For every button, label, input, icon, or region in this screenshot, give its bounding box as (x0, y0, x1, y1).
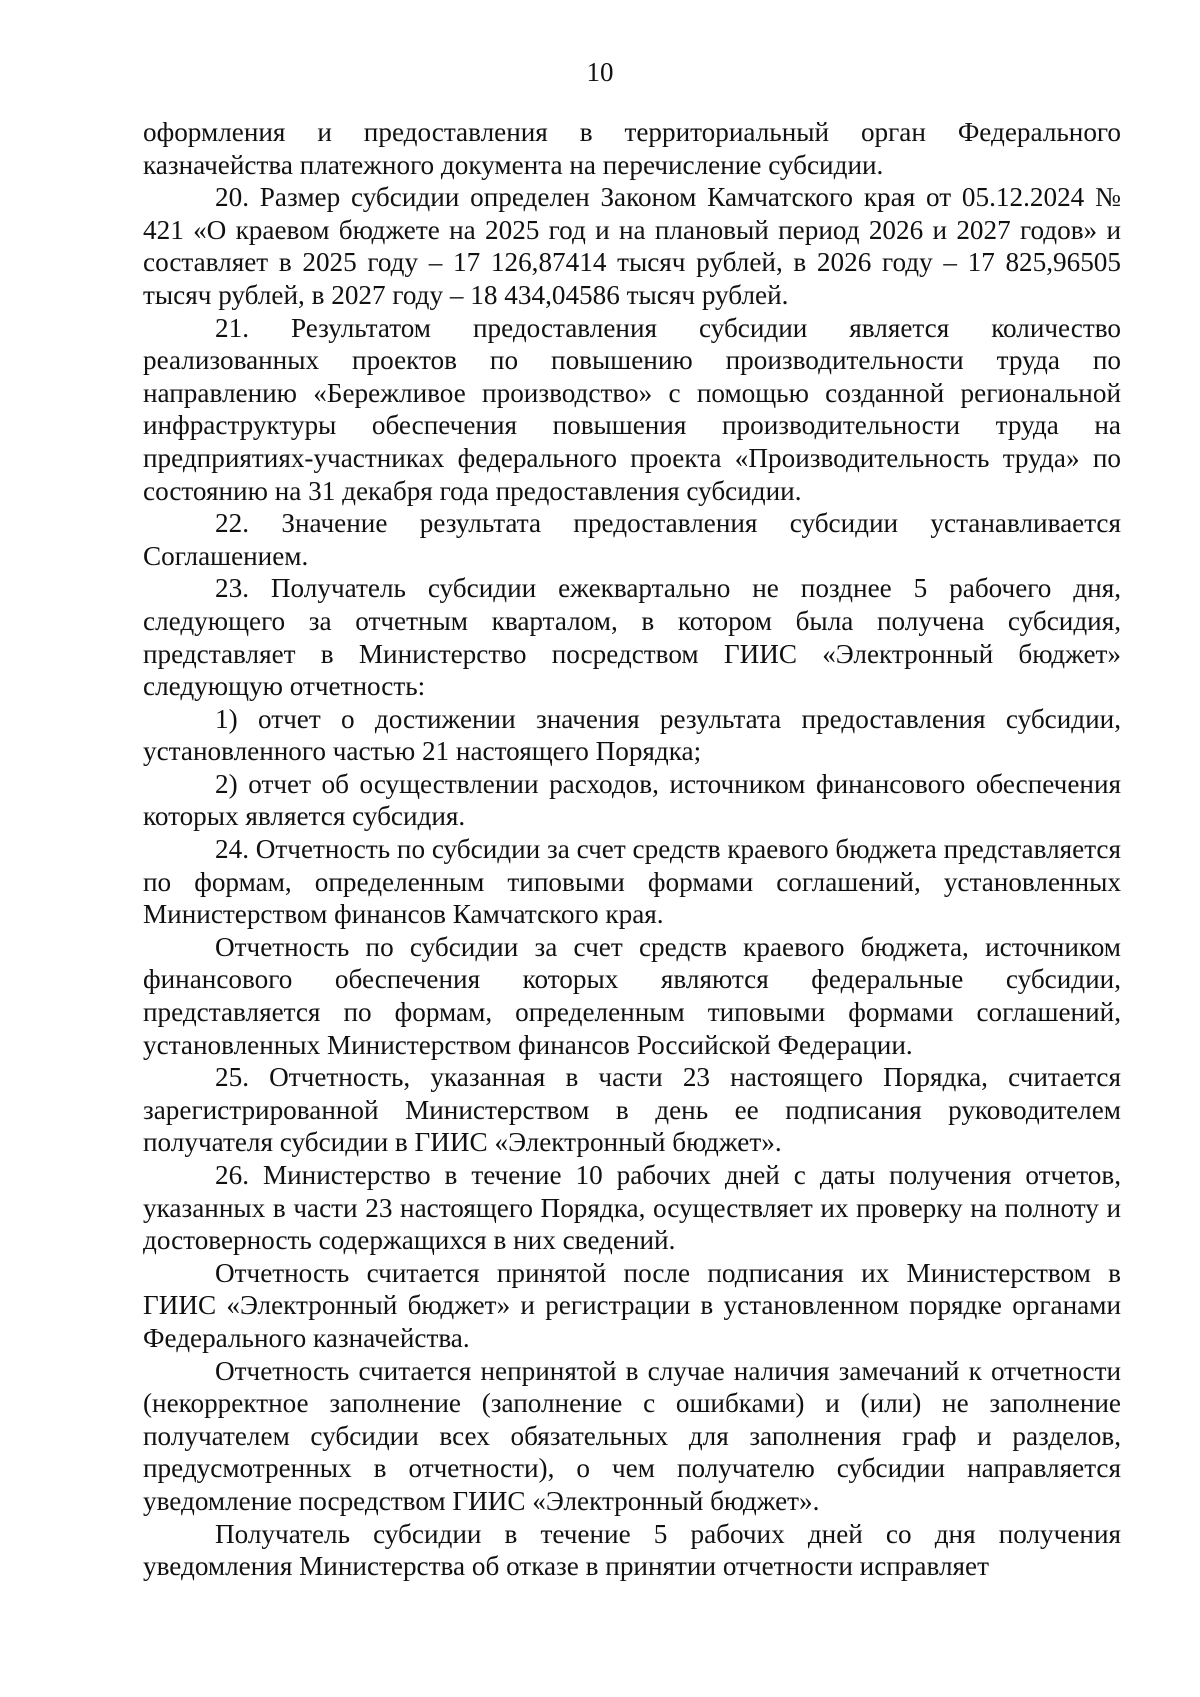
paragraph-22: 22. Значение результата предоставления субсидии устанавливается Соглашением. (143, 508, 1121, 571)
paragraph-23-item-2: 2) отчет об осуществлении расходов, источником финансового обеспечения которых является субсидия. (143, 768, 1121, 832)
paragraph-25: 25. Отчетность, указанная в части 23 настоящего Порядка, считается зарегистрированной Министерством в день ее подписания руководителем получателя субсидии в ГИИС «Электронный бюджет». (143, 1062, 1121, 1158)
paragraph-21: 21. Результатом предоставления субсидии является количество реализованных проектов по повышению производительности труда по направлению «Бережливое производство» с помощью созданной региональной инфраструктуры обеспечения повышения производительности труда на предприятиях-участниках федерального проекта «Производительность труда» по состоянию на 31 декабря года предоставления субсидии. (143, 312, 1121, 506)
paragraph-24: 24. Отчетность по субсидии за счет средств краевого бюджета представляется по формам, определенным типовыми формами соглашений, установленных Министерством финансов Камчатского края. (143, 834, 1121, 930)
paragraph-26-accepted: Отчетность считается принятой после подписания их Министерством в ГИИС «Электронный бюджет» и регистрации в установленном порядке органами Федерального казначейства. (143, 1257, 1121, 1353)
paragraph-23: 23. Получатель субсидии ежеквартально не позднее 5 рабочего дня, следующего за отчетным кварталом, в котором была получена субсидия, представляет в Министерство посредством ГИИС «Электронный бюджет» следующую отчетность: (143, 573, 1121, 702)
paragraph-20: 20. Размер субсидии определен Законом Камчатского края от 05.12.2024 № 421 «О краевом бюджете на 2025 год и на плановый период 2026 и 2027 годов» и составляет в 2025 году – 17 126,87414 тысяч рублей, в 2026 году – 17 825,96505 тысяч рублей, в 2027 году – 18 434,04586 тысяч рублей. (143, 182, 1121, 310)
page-number: 10 (586, 57, 614, 87)
paragraph-continuation: оформления и предоставления в территориальный орган Федерального казначейства платежного документа на перечисление субсидии. (143, 117, 1121, 180)
paragraph-26: 26. Министерство в течение 10 рабочих дней с даты получения отчетов, указанных в части 23 настоящего Порядка, осуществляет их проверку на полноту и достоверность содержащихся в них сведений. (143, 1160, 1121, 1256)
paragraph-26-rejected: Отчетность считается непринятой в случае наличия замечаний к отчетности (некорректное заполнение (заполнение с ошибками) и (или) не заполнение получателем субсидии всех обязательных для заполнения граф и разделов, предусмотренных в отчетности), о чем получателю субсидии направляется уведомление посредством ГИИС «Электронный бюджет». (143, 1355, 1121, 1516)
paragraph-24-federal: Отчетность по субсидии за счет средств краевого бюджета, источником финансового обеспечения которых являются федеральные субсидии, представляется по формам, определенным типовыми формами соглашений, установленных Министерством финансов Российской Федерации. (143, 931, 1121, 1060)
paragraph-23-item-1: 1) отчет о достижении значения результата предоставления субсидии, установленного частью 21 настоящего Порядка; (143, 703, 1121, 767)
document-body (143, 116, 1121, 1583)
paragraph-26-correction: Получатель субсидии в течение 5 рабочих дней со дня получения уведомления Министерства об отказе в принятии отчетности исправляет (143, 1518, 1121, 1582)
